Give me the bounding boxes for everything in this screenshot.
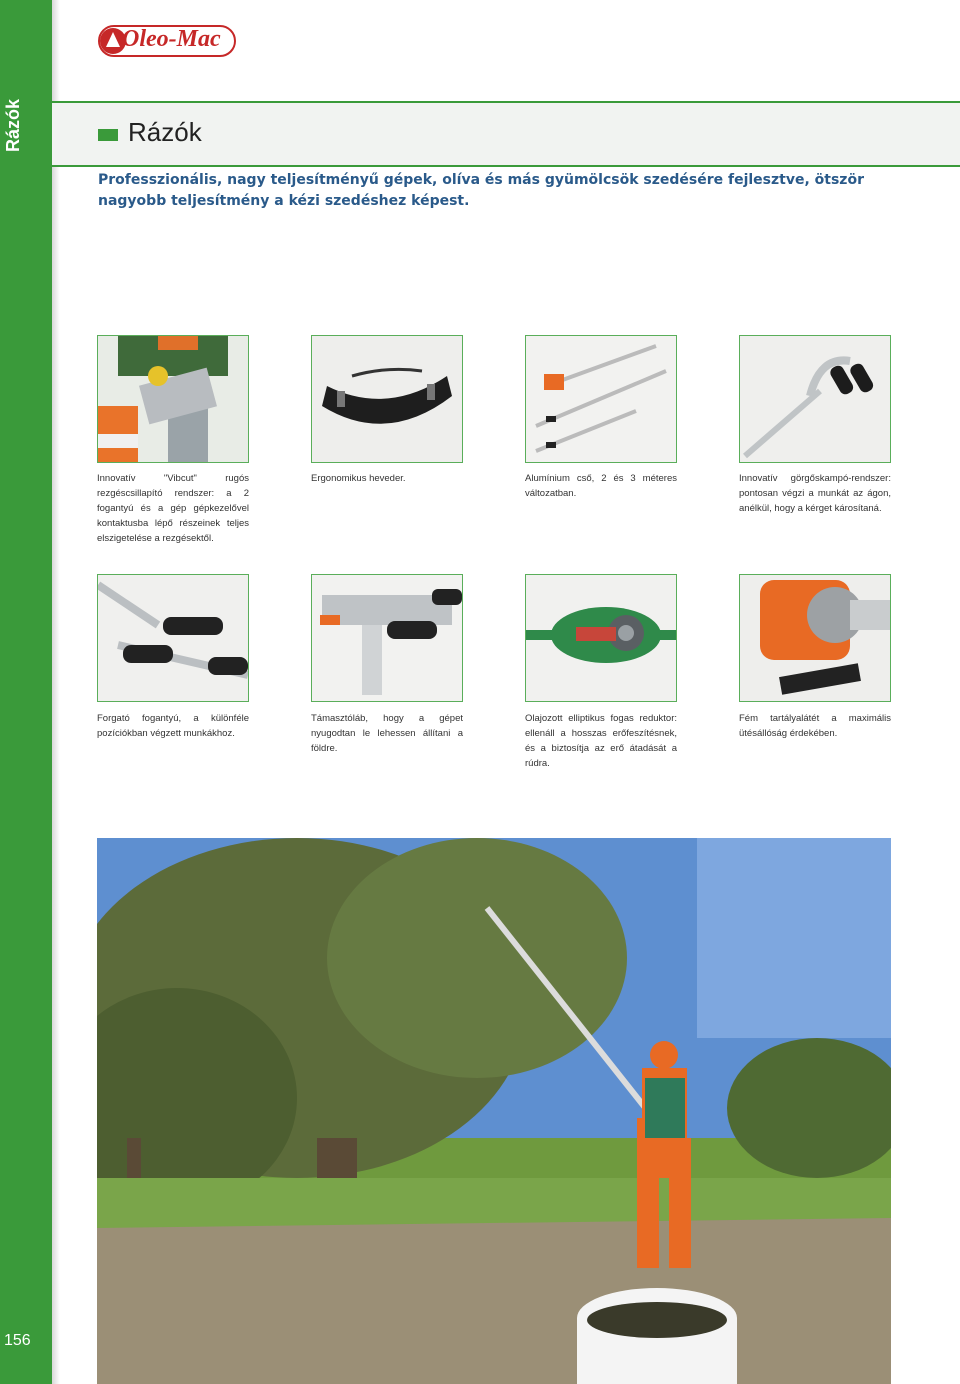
gear-reducer-image	[525, 574, 677, 702]
brand-logo	[98, 24, 236, 58]
feature-caption: Innovatív "Vibcut" rugós rezgéscsillapító rendszer: a 2 fogantyú és a gép gépkezelővel kontaktusba lépő részeinek teljes elszigetelése a rezgésektől.	[97, 473, 249, 544]
harness-strap-image	[311, 335, 463, 463]
olive-harvest-photo	[97, 838, 891, 1384]
side-section-label	[3, 100, 29, 160]
operator-machine-image	[97, 335, 249, 463]
title-marker	[98, 129, 118, 141]
feature-caption: Innovatív görgőskampó-rendszer: pontosan végzi a munkát az ágon, anélkül, hogy a kérget károsítaná.	[739, 473, 891, 514]
side-shadow	[52, 0, 60, 1384]
roller-hook-image	[739, 335, 891, 463]
feature-caption: Olajozott elliptikus fogas reduktor: ellenáll a hosszas erőfeszítésnek, és a biztosítja az erő átadását a rúdra.	[525, 713, 677, 769]
side-label-text: Rázók	[3, 98, 23, 152]
logo-text: Oleo-Mac	[122, 26, 221, 52]
page-title: Rázók	[128, 117, 202, 147]
feature-caption: Ergonomikus heveder.	[311, 473, 406, 484]
page-number: 156	[4, 1332, 31, 1349]
feature-caption: Támasztóláb, hogy a gépet nyugodtan le lehessen állítani a földre.	[311, 713, 463, 754]
feature-caption: Fém tartályalátét a maximális ütésállóság érdekében.	[739, 713, 891, 739]
feature-caption: Alumínium cső, 2 és 3 méteres változatban.	[525, 473, 677, 499]
side-color-bar	[0, 0, 52, 1384]
tank-holder-image	[739, 574, 891, 702]
rotating-handle-image	[97, 574, 249, 702]
aluminium-poles-image	[525, 335, 677, 463]
support-leg-image	[311, 574, 463, 702]
feature-caption: Forgató fogantyú, a különféle pozíciókban végzett munkákhoz.	[97, 713, 249, 739]
intro-text: Professzionális, nagy teljesítményű gépek, olíva és más gyümölcsök szedésére fejlesztve, ötször nagyobb teljesítmény a kézi szedéshez képest.	[98, 172, 864, 209]
